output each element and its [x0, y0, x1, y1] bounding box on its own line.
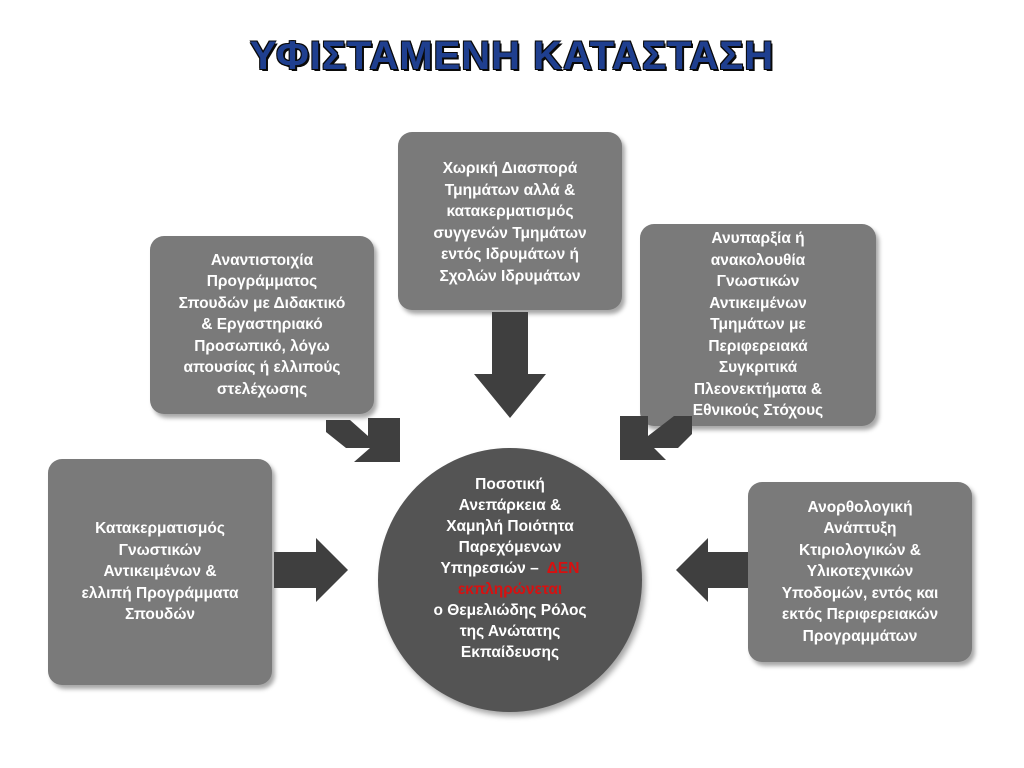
box-line: Αντικειμένων [709, 294, 807, 312]
center-line: Ποσοτική [475, 476, 545, 493]
center-line: Ανεπάρκεια & [458, 497, 562, 514]
box-line: Γνωστικών [716, 273, 800, 291]
center-line: Παρεχόμενων [458, 539, 562, 556]
box-line: Τμημάτων με [710, 316, 806, 334]
box-curriculum-mismatch [150, 236, 374, 414]
arrow-diagonal-down-right-icon [326, 408, 402, 464]
box-line: Προσωπικό, λόγω [194, 337, 330, 355]
box-line: συγγενών Τμημάτων [433, 224, 587, 242]
box-line: & Εργαστηριακό [201, 316, 323, 334]
center-line [406, 558, 614, 579]
center-line: της Ανώτατης [459, 623, 561, 640]
box-line: κατακερματισμός [446, 203, 574, 220]
box-fragmentation [48, 459, 272, 685]
highlight-fulfilled: εκπληρώνεται [457, 581, 563, 598]
box-line: Χωρική Διασπορά [442, 160, 578, 177]
box-line: Σπουδών [124, 606, 196, 624]
box-line: Ανυπαρξία ή [711, 230, 805, 248]
box-line: εκτός Περιφερειακών [781, 606, 939, 624]
box-line: Αντικειμένων & [103, 563, 217, 581]
box-line: Κτιριολογικών & [799, 541, 921, 559]
box-line: Τμημάτων αλλά & [444, 181, 576, 199]
arrow-right-icon [274, 538, 348, 602]
arrow-left-icon [676, 538, 748, 602]
box-line: στελέχωσης [216, 380, 308, 398]
box-line: Προγραμμάτων [802, 627, 918, 645]
box-line: εντός Ιδρυμάτων ή [440, 246, 580, 263]
box-line: Σπουδών με Διδακτικό [178, 294, 346, 312]
box-line: Ανάπτυξη [823, 520, 897, 538]
box-line: Πλεονεκτήματα & [693, 380, 823, 398]
box-line: Εθνικούς Στόχους [692, 402, 824, 420]
box-line: Συγκριτικά [718, 359, 798, 377]
box-line: ελλιπή Προγράμματα [81, 584, 239, 602]
center-line: Εκπαίδευσης [460, 644, 560, 661]
box-line: Γνωστικών [118, 541, 202, 559]
box-line: Υλικοτεχνικών [806, 563, 914, 581]
arrow-diagonal-down-left-icon [620, 406, 692, 462]
box-line: ανακολουθία [710, 251, 806, 269]
box-line: Ανορθολογική [807, 498, 913, 516]
box-line: Σχολών Ιδρυμάτων [439, 267, 581, 285]
box-line: Αναντιστοιχία [210, 251, 314, 269]
center-line-prefix: Υπηρεσιών – [440, 560, 539, 577]
center-line: ο Θεμελιώδης Ρόλος [433, 602, 587, 619]
box-infrastructure [748, 482, 972, 662]
box-subject-inconsistency [640, 224, 876, 426]
box-line: Υποδομών, εντός και [781, 584, 939, 602]
box-line: Κατακερματισμός [95, 520, 225, 538]
arrow-down-icon [474, 312, 546, 418]
center-circle-core-problem [378, 448, 642, 712]
highlight-not: ΔΕΝ [546, 560, 580, 577]
box-line: Προγράμματος [206, 273, 318, 291]
box-spatial-dispersion [398, 132, 622, 310]
box-line: απουσίας ή ελλιπούς [183, 359, 341, 377]
slide-title: ΥΦΙΣΤΑΜΕΝΗ ΚΑΤΑΣΤΑΣΗ [249, 34, 775, 78]
center-line: Χαμηλή Ποιότητα [446, 518, 574, 535]
box-line: Περιφερειακά [708, 337, 808, 355]
